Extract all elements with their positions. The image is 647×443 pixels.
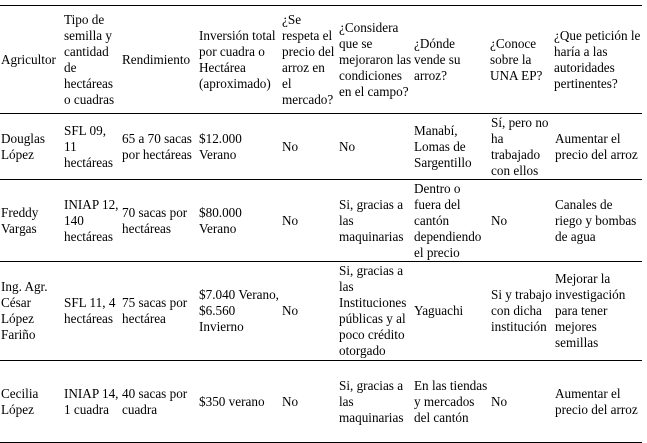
cell-conoce-una-ep: No (491, 393, 508, 409)
cell-tipo-semilla: SFL 09, 11 hectáreas (64, 122, 114, 170)
cell-conoce-una-ep: Si y trabajo con dicha institución (491, 287, 552, 334)
cell-donde-vende: En las tiendas y mercados del cantón (414, 377, 488, 425)
cell-inversion: $350 verano (199, 393, 265, 409)
cell-agricultor: Freddy Vargas (1, 204, 39, 236)
cell-donde-vende: Dentro o fuera del cantón dependiendo el precio (414, 180, 482, 260)
cell-condiciones: Si, gracias a las Instituciones públicas y al poco crédito otorgado (339, 263, 407, 358)
cell-condiciones: Si, gracias a las maquinarias (339, 196, 404, 244)
header-conoce-una-ep: ¿Conoce sobre la UNA EP? (490, 35, 543, 83)
cell-condiciones: No (339, 138, 356, 154)
cell-peticion: Aumentar el precio del arroz (555, 385, 638, 417)
cell-precio-respeta: No (282, 303, 299, 318)
cell-donde-vende: Manabí, Lomas de Sargentillo (414, 122, 472, 170)
header-donde-vende: ¿Dónde vende su arroz? (414, 35, 461, 83)
header-precio-respeta: ¿Se respeta el precio del arroz en el mercado? (282, 11, 335, 107)
cell-precio-respeta: No (282, 212, 299, 228)
cell-agricultor: Ing. Agr. César López Fariño (1, 279, 48, 342)
cell-inversion: $12.000 Verano (199, 130, 242, 162)
cell-precio-respeta: No (282, 138, 299, 154)
header-agricultor: Agricultor (1, 51, 56, 67)
table-row (0, 180, 642, 262)
cell-peticion: Canales de riego y bombas de agua (555, 196, 637, 244)
cell-agricultor: Cecilia López (1, 385, 39, 417)
header-row (0, 6, 642, 114)
cell-rendimiento: 70 sacas por hectáreas (122, 204, 188, 236)
cell-conoce-una-ep: No (491, 212, 508, 228)
cell-conoce-una-ep: Sí, pero no ha trabajado con ellos (491, 114, 549, 178)
cell-agricultor: Douglas López (1, 130, 45, 162)
header-rendimiento: Rendimiento (122, 51, 191, 67)
cell-tipo-semilla: SFL 11, 4 hectáreas (64, 295, 116, 326)
cell-peticion: Mejorar la investigación para tener mejores semillas (555, 271, 626, 350)
table-row (0, 114, 642, 180)
header-tipo-semilla: Tipo de semilla y cantidad de hectáreas o cuadras (64, 11, 115, 107)
cell-inversion: $7.040 Verano, $6.560 Invierno (199, 287, 279, 334)
survey-table (0, 5, 642, 443)
cell-inversion: $80.000 Verano (199, 204, 242, 236)
table-row (0, 262, 642, 361)
cell-peticion: Aumentar el precio del arroz (555, 130, 638, 162)
cell-rendimiento: 65 a 70 sacas por hectáreas (122, 130, 192, 162)
cell-condiciones: Si, gracias a las maquinarias (339, 377, 404, 425)
cell-rendimiento: 40 sacas por cuadra (122, 385, 188, 417)
cell-tipo-semilla: INIAP 12, 140 hectáreas (64, 196, 119, 244)
header-peticion: ¿Que petición le haría a las autoridades pertinentes? (554, 27, 641, 91)
cell-donde-vende: Yaguachi (414, 303, 464, 318)
header-condiciones: ¿Considera que se mejoraron las condiciones en el campo? (339, 19, 412, 99)
cell-rendimiento: 75 sacas por hectárea (122, 295, 188, 326)
header-inversion: Inversión total por cuadra o Hectárea (aproximado) (199, 27, 276, 91)
cell-tipo-semilla: INIAP 14, 1 cuadra (64, 385, 119, 417)
table-row (0, 361, 642, 443)
cell-precio-respeta: No (282, 393, 299, 409)
